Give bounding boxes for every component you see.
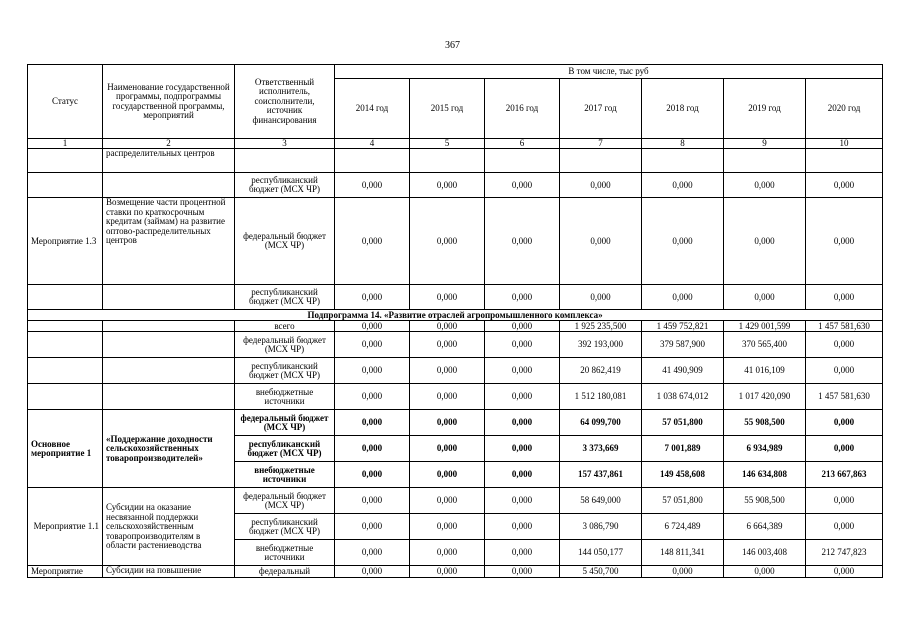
value-cell: 6 724,489 xyxy=(642,514,724,540)
header-name: Наименование государственной программы, подпрограммы государственной программы, мероприятий xyxy=(103,65,235,139)
value-cell: 0,000 xyxy=(335,410,410,436)
status-cell xyxy=(28,332,103,358)
value-cell: 1 038 674,012 xyxy=(642,384,724,410)
value-cell: 0,000 xyxy=(485,173,560,198)
value-cell: 0,000 xyxy=(642,285,724,310)
value-cell: 20 862,419 xyxy=(560,358,642,384)
name-cell: «Поддержание доходности сельскохозяйственных товаропроизводителей» xyxy=(103,410,235,488)
value-cell: 0,000 xyxy=(410,321,485,332)
value-cell: 0,000 xyxy=(560,285,642,310)
value-cell: 6 664,389 xyxy=(724,514,806,540)
value-cell: 0,000 xyxy=(335,173,410,198)
status-cell: Мероприятие 1.3 xyxy=(28,198,103,285)
name-cell xyxy=(103,384,235,410)
column-number: 7 xyxy=(560,139,642,149)
value-cell: 0,000 xyxy=(410,436,485,462)
value-cell: 0,000 xyxy=(724,198,806,285)
value-cell: 0,000 xyxy=(806,436,883,462)
column-number: 10 xyxy=(806,139,883,149)
value-cell: 0,000 xyxy=(335,285,410,310)
name-cell xyxy=(103,285,235,310)
value-cell: 57 051,800 xyxy=(642,488,724,514)
value-cell: 1 512 180,081 xyxy=(560,384,642,410)
value-cell: 0,000 xyxy=(335,462,410,488)
value-cell: 0,000 xyxy=(724,285,806,310)
column-number: 2 xyxy=(103,139,235,149)
value-cell: 146 003,408 xyxy=(724,540,806,566)
value-cell: 148 811,341 xyxy=(642,540,724,566)
value-cell: 0,000 xyxy=(335,514,410,540)
source-cell: федеральный бюджет (МСХ ЧР) xyxy=(235,488,335,514)
value-cell: 1 017 420,090 xyxy=(724,384,806,410)
status-cell xyxy=(28,321,103,332)
name-cell: Возмещение части процентной ставки по краткосрочным кредитам (займам) на развитие оптово-распределительных центров xyxy=(103,198,235,285)
value-cell: 3 373,669 xyxy=(560,436,642,462)
value-cell: 213 667,863 xyxy=(806,462,883,488)
value-cell: 57 051,800 xyxy=(642,410,724,436)
value-cell: 0,000 xyxy=(335,332,410,358)
value-cell: 41 490,909 xyxy=(642,358,724,384)
value-cell: 0,000 xyxy=(335,384,410,410)
page-number: 367 xyxy=(445,40,460,51)
value-cell: 0,000 xyxy=(335,540,410,566)
value-cell: 1 459 752,821 xyxy=(642,321,724,332)
column-number: 5 xyxy=(410,139,485,149)
value-cell: 0,000 xyxy=(642,566,724,578)
value-cell: 0,000 xyxy=(410,332,485,358)
value-cell: 41 016,109 xyxy=(724,358,806,384)
header-year: 2014 год xyxy=(335,79,410,139)
header-year: 2016 год xyxy=(485,79,560,139)
value-cell: 5 450,700 xyxy=(560,566,642,578)
value-cell: 58 649,000 xyxy=(560,488,642,514)
value-cell: 1 429 001,599 xyxy=(724,321,806,332)
value-cell: 0,000 xyxy=(806,514,883,540)
value-cell: 55 908,500 xyxy=(724,410,806,436)
value-cell: 0,000 xyxy=(724,566,806,578)
source-cell: федеральный бюджет (МСХ ЧР) xyxy=(235,410,335,436)
value-cell: 0,000 xyxy=(485,436,560,462)
source-cell: республиканский бюджет (МСХ ЧР) xyxy=(235,285,335,310)
value-cell: 0,000 xyxy=(410,566,485,578)
value-cell: 0,000 xyxy=(806,173,883,198)
status-cell xyxy=(28,149,103,173)
value-cell: 0,000 xyxy=(560,198,642,285)
status-cell xyxy=(28,285,103,310)
header-year: 2020 год xyxy=(806,79,883,139)
value-cell: 0,000 xyxy=(806,198,883,285)
value-cell: 0,000 xyxy=(485,488,560,514)
value-cell: 0,000 xyxy=(485,321,560,332)
source-cell: федеральный xyxy=(235,566,335,578)
column-number: 8 xyxy=(642,139,724,149)
column-number: 9 xyxy=(724,139,806,149)
value-cell: 0,000 xyxy=(806,332,883,358)
value-cell: 0,000 xyxy=(642,198,724,285)
value-cell: 0,000 xyxy=(485,410,560,436)
status-cell: Основное мероприятие 1 xyxy=(28,410,103,488)
value-cell: 1 457 581,630 xyxy=(806,321,883,332)
header-year: 2019 год xyxy=(724,79,806,139)
value-cell: 0,000 xyxy=(485,198,560,285)
header-year: 2015 год xyxy=(410,79,485,139)
value-cell: 0,000 xyxy=(335,198,410,285)
source-cell: внебюджетные источники xyxy=(235,462,335,488)
column-number: 3 xyxy=(235,139,335,149)
source-cell: республиканский бюджет (МСХ ЧР) xyxy=(235,436,335,462)
value-cell: 64 099,700 xyxy=(560,410,642,436)
value-cell: 379 587,900 xyxy=(642,332,724,358)
value-cell: 55 908,500 xyxy=(724,488,806,514)
name-cell xyxy=(103,173,235,198)
name-cell xyxy=(103,321,235,332)
value-cell: 0,000 xyxy=(410,173,485,198)
source-cell: федеральный бюджет (МСХ ЧР) xyxy=(235,332,335,358)
header-status: Статус xyxy=(28,65,103,139)
status-cell: Мероприятие 1.1 xyxy=(28,488,103,566)
status-cell xyxy=(28,384,103,410)
value-cell: 392 193,000 xyxy=(560,332,642,358)
column-number: 1 xyxy=(28,139,103,149)
value-cell: 157 437,861 xyxy=(560,462,642,488)
value-cell: 0,000 xyxy=(485,358,560,384)
name-cell xyxy=(103,332,235,358)
value-cell: 0,000 xyxy=(335,358,410,384)
value-cell: 146 634,808 xyxy=(724,462,806,488)
value-cell: 0,000 xyxy=(410,514,485,540)
source-cell: республиканский бюджет (МСХ ЧР) xyxy=(235,173,335,198)
value-cell: 1 925 235,500 xyxy=(560,321,642,332)
column-number: 6 xyxy=(485,139,560,149)
value-cell: 0,000 xyxy=(410,540,485,566)
value-cell: 0,000 xyxy=(806,566,883,578)
source-cell: внебюджетные источники xyxy=(235,540,335,566)
source-cell xyxy=(235,149,335,173)
value-cell: 6 934,989 xyxy=(724,436,806,462)
source-cell: всего xyxy=(235,321,335,332)
value-cell: 370 565,400 xyxy=(724,332,806,358)
value-cell: 144 050,177 xyxy=(560,540,642,566)
value-cell: 0,000 xyxy=(806,358,883,384)
value-cell: 0,000 xyxy=(335,321,410,332)
value-cell: 0,000 xyxy=(485,514,560,540)
header-year: 2017 год xyxy=(560,79,642,139)
subprogram-title: Подпрограмма 14. «Развитие отраслей агропромышленного комплекса» xyxy=(28,310,883,321)
value-cell: 0,000 xyxy=(806,285,883,310)
name-cell: Субсидии на оказание несвязанной поддержки сельскохозяйственным товаропроизводителям в области растениеводства xyxy=(103,488,235,566)
value-cell: 0,000 xyxy=(806,410,883,436)
value-cell: 3 086,790 xyxy=(560,514,642,540)
value-cell: 0,000 xyxy=(485,285,560,310)
value-cell: 0,000 xyxy=(410,410,485,436)
value-cell: 1 457 581,630 xyxy=(806,384,883,410)
header-year: 2018 год xyxy=(642,79,724,139)
value-cell: 0,000 xyxy=(410,358,485,384)
header-group: В том числе, тыс руб xyxy=(335,65,883,79)
column-number: 4 xyxy=(335,139,410,149)
value-cell: 212 747,823 xyxy=(806,540,883,566)
value-cell: 149 458,608 xyxy=(642,462,724,488)
budget-table xyxy=(27,64,883,578)
name-cell xyxy=(103,358,235,384)
status-cell xyxy=(28,173,103,198)
value-cell: 0,000 xyxy=(410,285,485,310)
value-cell: 0,000 xyxy=(485,540,560,566)
value-cell: 0,000 xyxy=(335,436,410,462)
source-cell: федеральный бюджет (МСХ ЧР) xyxy=(235,198,335,285)
header-executor: Ответственный исполнитель, соисполнители, источник финансирования xyxy=(235,65,335,139)
value-cell: 0,000 xyxy=(410,384,485,410)
status-cell: Мероприятие xyxy=(28,566,103,578)
source-cell: внебюджетные источники xyxy=(235,384,335,410)
value-cell: 7 001,889 xyxy=(642,436,724,462)
source-cell: республиканский бюджет (МСХ ЧР) xyxy=(235,358,335,384)
value-cell: 0,000 xyxy=(335,566,410,578)
value-cell: 0,000 xyxy=(485,566,560,578)
value-cell: 0,000 xyxy=(724,173,806,198)
value-cell: 0,000 xyxy=(335,488,410,514)
name-cell: Субсидии на повышение xyxy=(103,566,235,578)
value-cell: 0,000 xyxy=(806,488,883,514)
value-cell: 0,000 xyxy=(485,384,560,410)
value-cell: 0,000 xyxy=(485,332,560,358)
value-cell: 0,000 xyxy=(410,198,485,285)
name-cell: распределительных центров xyxy=(103,149,235,173)
value-cell: 0,000 xyxy=(560,173,642,198)
value-cell: 0,000 xyxy=(642,173,724,198)
source-cell: республиканский бюджет (МСХ ЧР) xyxy=(235,514,335,540)
value-cell: 0,000 xyxy=(485,462,560,488)
value-cell: 0,000 xyxy=(410,488,485,514)
value-cell: 0,000 xyxy=(410,462,485,488)
status-cell xyxy=(28,358,103,384)
